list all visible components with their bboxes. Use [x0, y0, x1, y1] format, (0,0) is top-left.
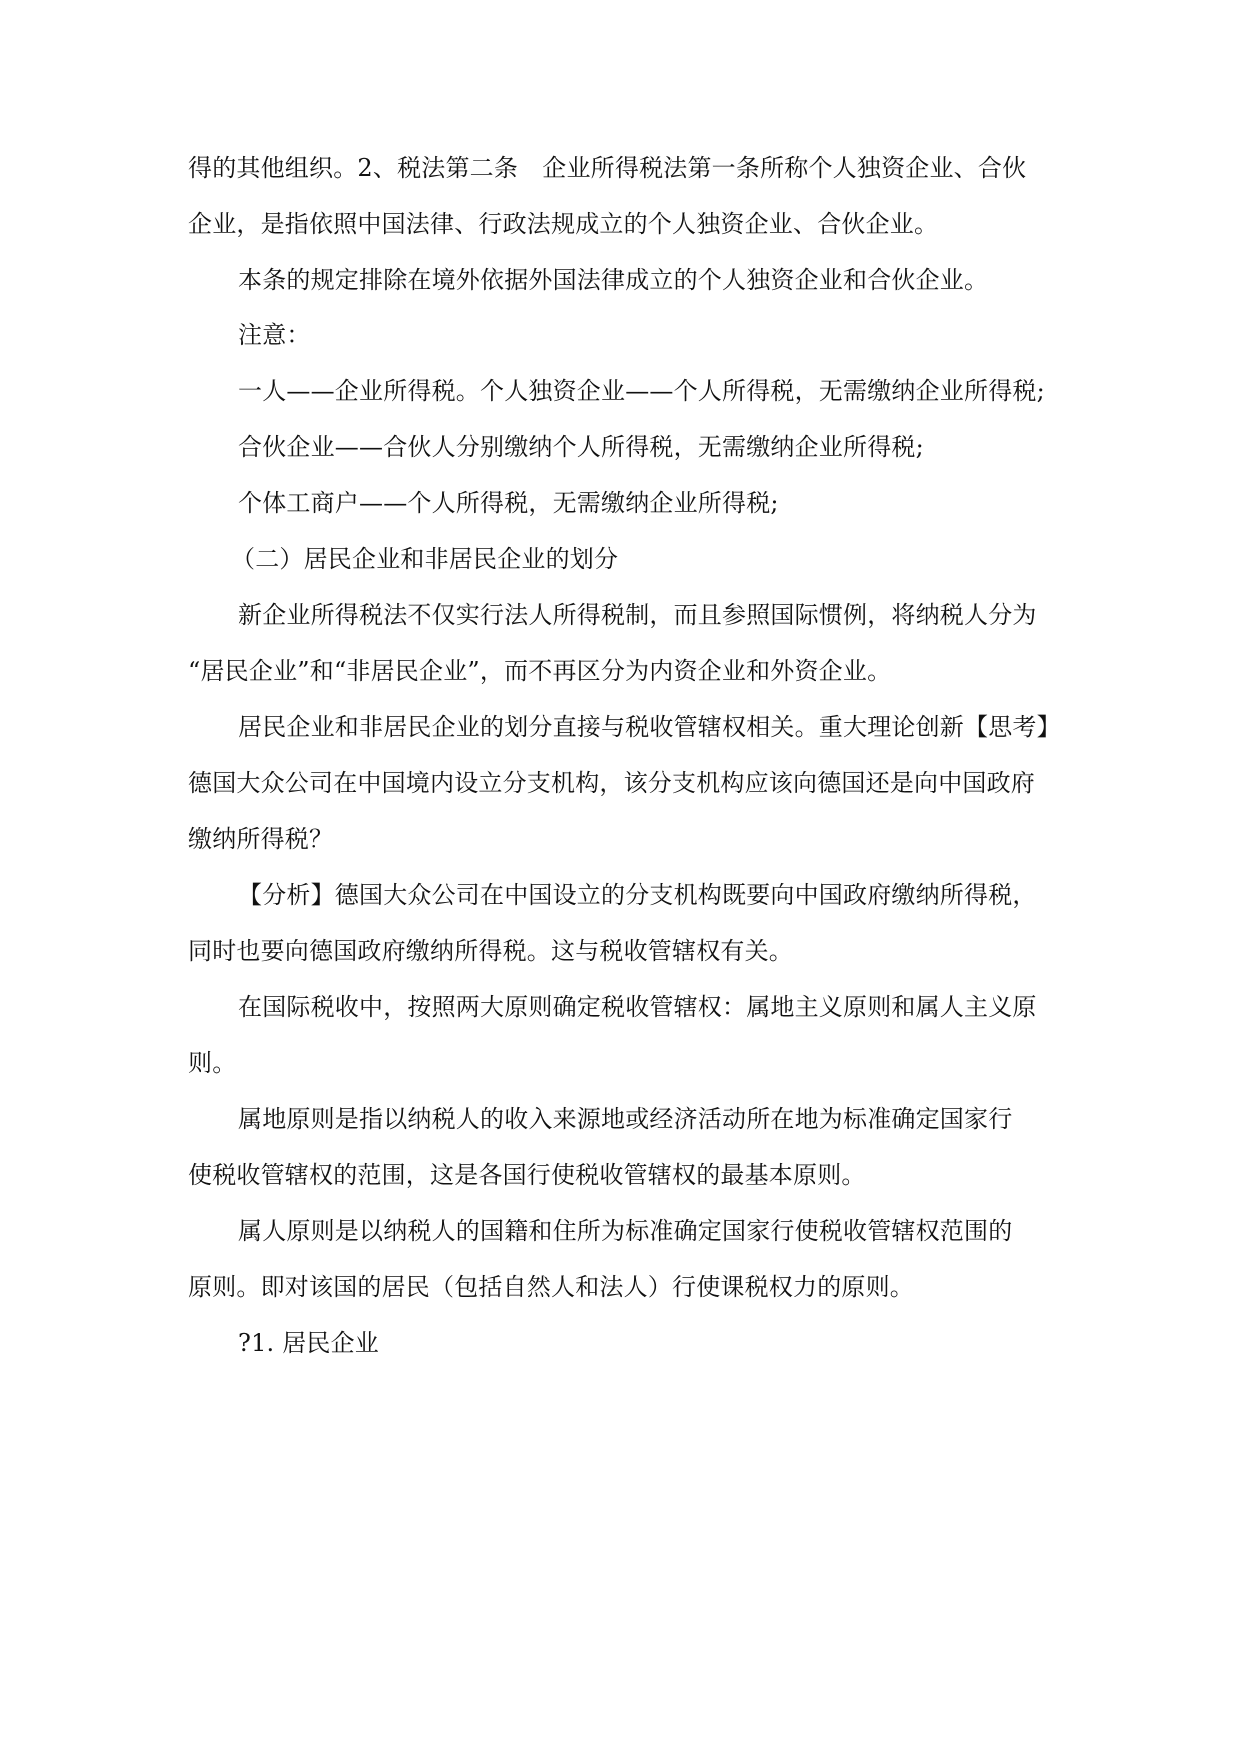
text-line: 本条的规定排除在境外依据外国法律成立的个人独资企业和合伙企业。: [238, 266, 989, 294]
text-line: “居民企业”和“非居民企业”，而不再区分为内资企业和外资企业。: [188, 657, 892, 685]
text-line: 企业，是指依照中国法律、行政法规成立的个人独资企业、合伙企业。: [188, 210, 939, 238]
text-line: 个体工商户——个人所得税，无需缴纳企业所得税;: [238, 489, 779, 517]
text-line: 属人原则是以纳税人的国籍和住所为标准确定国家行使税收管辖权范围的: [238, 1217, 1013, 1245]
text-line: 缴纳所得税？: [188, 825, 334, 853]
text-line: 居民企业和非居民企业的划分直接与税收管辖权相关。重大理论创新【思考】: [238, 713, 1061, 741]
text-line: 则。: [188, 1049, 237, 1077]
text-line: 新企业所得税法不仅实行法人所得税制，而且参照国际惯例，将纳税人分为: [238, 601, 1037, 629]
text-line: 使税收管辖权的范围，这是各国行使税收管辖权的最基本原则。: [188, 1161, 866, 1189]
list-heading: ?1. 居民企业: [238, 1329, 379, 1357]
text-line: 合伙企业——合伙人分别缴纳个人所得税，无需缴纳企业所得税;: [238, 433, 924, 461]
document-body: [188, 152, 1061, 1359]
text-line: 注意：: [238, 321, 311, 349]
text-line: 得的其他组织。2、税法第二条 企业所得税法第一条所称个人独资企业、合伙: [188, 154, 1027, 182]
text-line: 一人——企业所得税。个人独资企业——个人所得税，无需缴纳企业所得税;: [238, 377, 1045, 405]
section-heading: （二）居民企业和非居民企业的划分: [231, 545, 619, 573]
text-line: 在国际税收中，按照两大原则确定税收管辖权：属地主义原则和属人主义原: [238, 993, 1037, 1021]
text-line: 德国大众公司在中国境内设立分支机构，该分支机构应该向德国还是向中国政府: [188, 769, 1035, 797]
text-line: 原则。即对该国的居民（包括自然人和法人）行使课税权力的原则。: [188, 1273, 914, 1301]
text-line: 属地原则是指以纳税人的收入来源地或经济活动所在地为标准确定国家行: [238, 1105, 1013, 1133]
text-line: 【分析】德国大众公司在中国设立的分支机构既要向中国政府缴纳所得税，: [238, 881, 1037, 909]
text-line: 同时也要向德国政府缴纳所得税。这与税收管辖权有关。: [188, 937, 793, 965]
